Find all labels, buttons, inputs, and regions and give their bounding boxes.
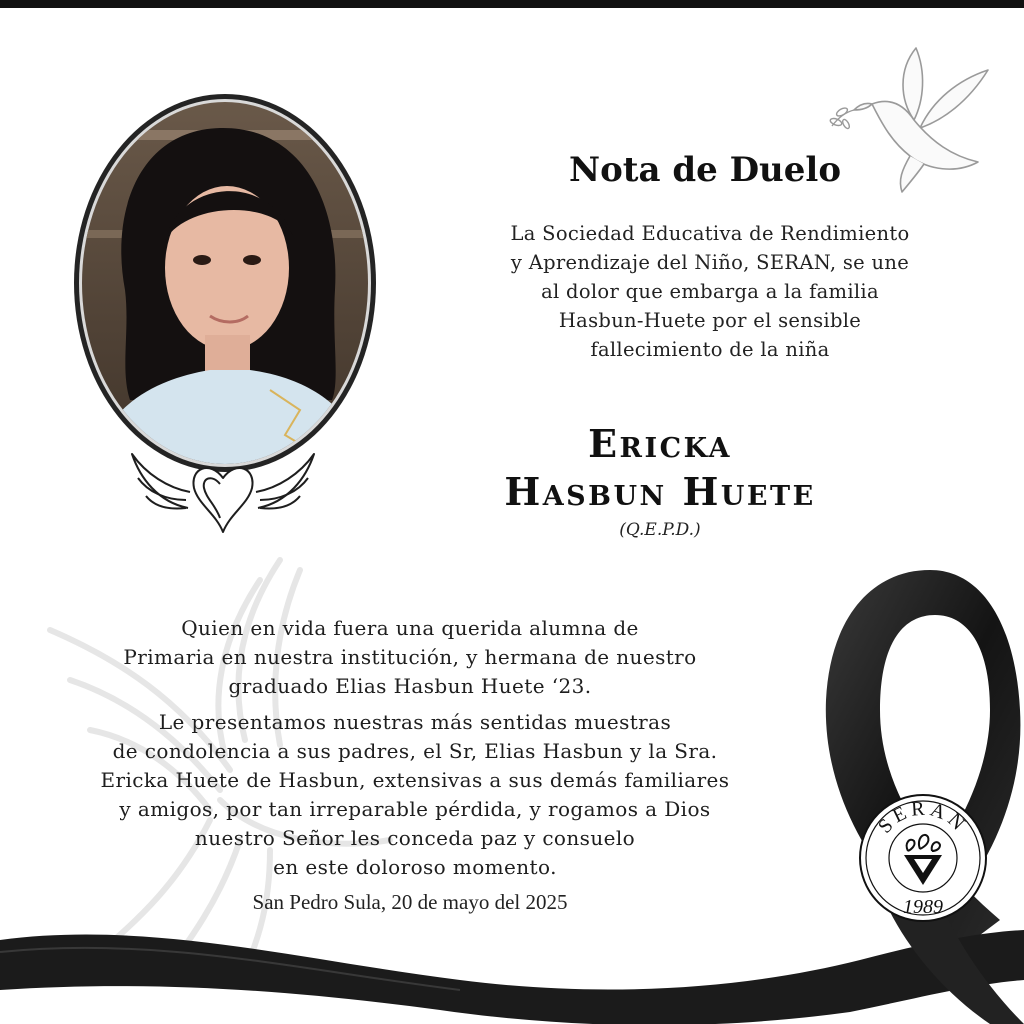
place-and-date: San Pedro Sula, 20 de mayo del 2025 xyxy=(252,890,568,914)
paragraph-line: graduado Elias Hasbun Huete ‘23. xyxy=(228,674,592,698)
notice-title: Nota de Duelo xyxy=(569,150,841,190)
paragraph-line: Primaria en nuestra institución, y hermana de nuestro xyxy=(123,645,697,669)
portrait-photo xyxy=(70,90,380,476)
paragraph-line: nuestro Señor les conceda paz y consuelo xyxy=(194,826,636,850)
name-line-last: Hasbun Huete xyxy=(504,469,816,514)
paragraph-line: de condolencia a sus padres, el Sr, Elias Hasbun y la Sra. xyxy=(112,739,718,763)
seal-year: 1989 xyxy=(903,896,943,918)
paragraph-line: Ericka Huete de Hasbun, extensivas a sus demás familiares xyxy=(100,768,730,792)
name-line-first: Ericka xyxy=(588,421,732,466)
seal-text: SERAN xyxy=(873,797,972,838)
intro-line: y Aprendizaje del Niño, SERAN, se une xyxy=(510,251,910,274)
memorial-paragraph xyxy=(40,614,780,701)
intro-paragraph xyxy=(455,219,965,364)
intro-line: al dolor que embarga a la familia xyxy=(541,280,879,303)
intro-line: Hasbun-Huete por el sensible xyxy=(558,309,862,332)
top-border xyxy=(0,0,1024,8)
seran-seal-logo xyxy=(858,793,988,923)
paragraph-line: Quien en vida fuera una querida alumna de xyxy=(181,616,639,640)
intro-line: fallecimiento de la niña xyxy=(590,338,830,361)
winged-heart-icon xyxy=(128,448,318,540)
qepd-label: (Q.E.P.D.) xyxy=(619,520,701,540)
paragraph-line: y amigos, por tan irreparable pérdida, y rogamos a Dios xyxy=(119,797,711,821)
condolence-paragraph xyxy=(30,708,800,882)
intro-line: La Sociedad Educativa de Rendimiento xyxy=(510,222,910,245)
paragraph-line: Le presentamos nuestras más sentidas muestras xyxy=(158,710,672,734)
deceased-name xyxy=(440,420,880,516)
paragraph-line: en este doloroso momento. xyxy=(273,855,557,879)
